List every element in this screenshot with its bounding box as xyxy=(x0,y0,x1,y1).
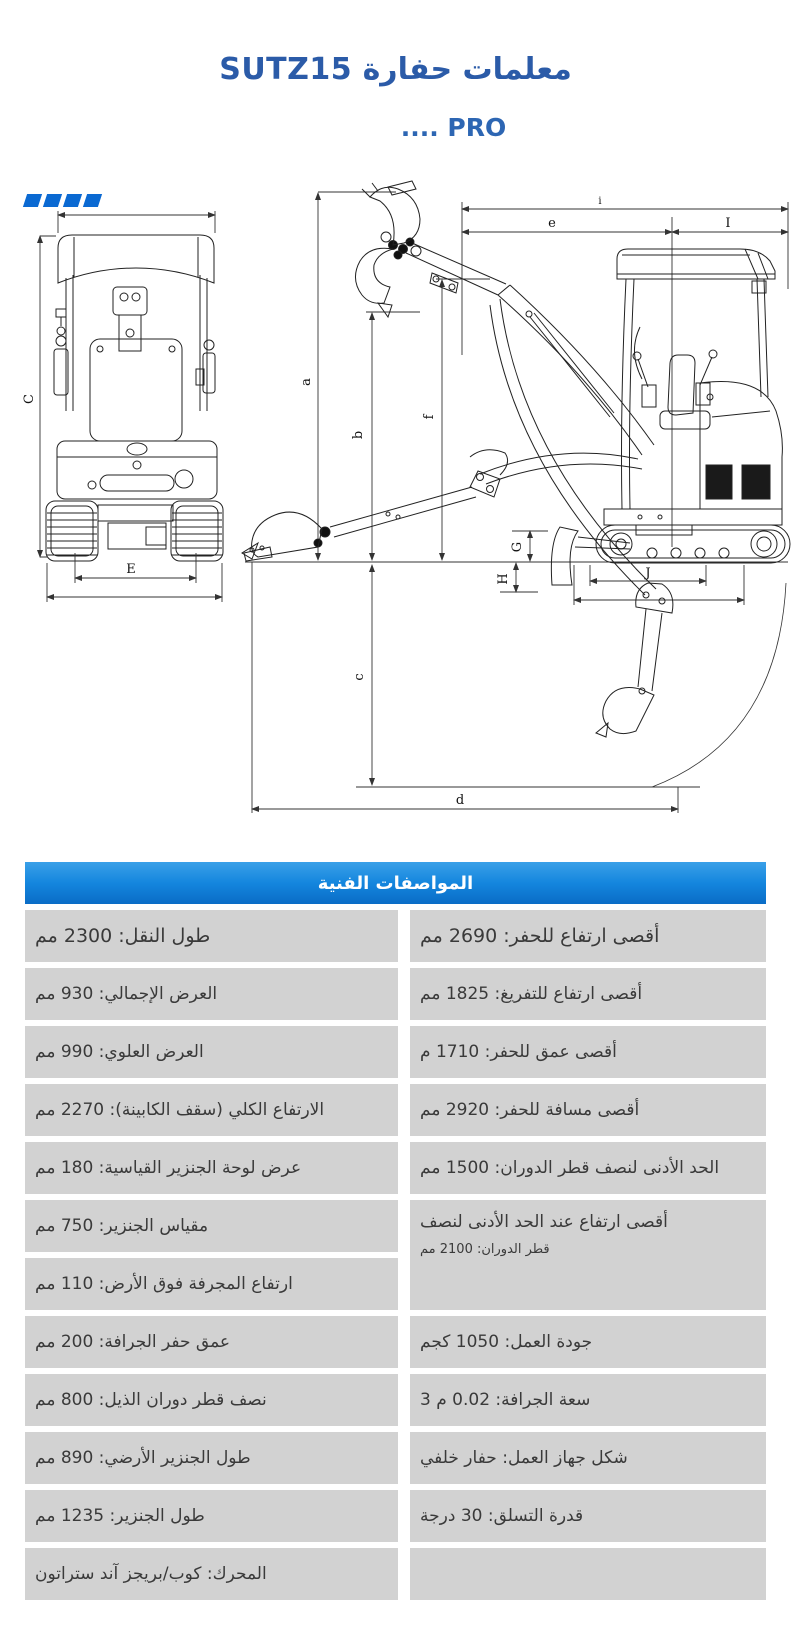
dash-icon xyxy=(63,194,82,207)
spec-cell-track-length: طول الجنزير: 1235 مم xyxy=(25,1490,398,1542)
spec-cell-overall-width: العرض الإجمالي: 930 مم xyxy=(25,968,398,1020)
dash-icon xyxy=(83,194,102,207)
spec-cell-transport-length: طول النقل: 2300 مم xyxy=(25,910,398,962)
spec-table-grid xyxy=(25,910,766,1600)
decor-dashes xyxy=(25,194,100,207)
spec-cell-max-dig-reach: أقصى مسافة للحفر: 2920 مم xyxy=(410,1084,766,1136)
spec-cell-tail-swing-radius: نصف قطر دوران الذيل: 800 مم xyxy=(25,1374,398,1426)
dash-icon xyxy=(23,194,42,207)
dash-icon xyxy=(43,194,62,207)
spec-cell-bucket-capacity: سعة الجرافة: 0.02 م 3 xyxy=(410,1374,766,1426)
rear-view-drawing xyxy=(46,235,223,561)
dim-label-b: b xyxy=(351,430,366,440)
spec-cell-operating-weight: جودة العمل: 1050 كجم xyxy=(410,1316,766,1368)
spec-cell-max-dump-height: أقصى ارتفاع للتفريغ: 1825 مم xyxy=(410,968,766,1020)
rear-view-dimensions xyxy=(40,211,222,602)
spec-cell-empty xyxy=(410,1548,766,1600)
dim-label-a: a xyxy=(299,378,314,386)
dim-label-i: i xyxy=(598,196,602,207)
spec-cell-min-swing-radius: الحد الأدنى لنصف قطر الدوران: 1500 مم xyxy=(410,1142,766,1194)
spec-cell-overall-height: الارتفاع الكلي (سقف الكابينة): 2270 مم xyxy=(25,1084,398,1136)
spec-cell-gradeability: قدرة التسلق: 30 درجة xyxy=(410,1490,766,1542)
spec-cell-upper-width: العرض العلوي: 990 مم xyxy=(25,1026,398,1078)
dim-label-C: C xyxy=(22,394,37,404)
spec-diagram xyxy=(0,172,791,822)
side-view-drawing xyxy=(242,181,790,737)
spec-cell-max-dig-depth: أقصى عمق للحفر: 1710 م xyxy=(410,1026,766,1078)
spec-cell-track-plate-width: عرض لوحة الجنزير القياسية: 180 مم xyxy=(25,1142,398,1194)
spec-cell-max-height-min-radius: أقصى ارتفاع عند الحد الأدنى لنصف قطر الدوران: 2100 مم xyxy=(410,1200,766,1310)
dim-label-E: E xyxy=(126,562,136,577)
dim-label-f: f xyxy=(422,414,437,420)
dim-label-e: e xyxy=(548,216,556,231)
spec-cell-blade-height: ارتفاع المجرفة فوق الأرض: 110 مم xyxy=(25,1258,398,1310)
spec-cell-blade-dig-depth: عمق حفر الجرافة: 200 مم xyxy=(25,1316,398,1368)
spec-cell-track-gauge: مقياس الجنزير: 750 مم xyxy=(25,1200,398,1252)
spec-cell-work-device-type: شكل جهاز العمل: حفار خلفي xyxy=(410,1432,766,1484)
dim-label-I-cap: I xyxy=(725,216,731,231)
dim-label-d: d xyxy=(455,793,465,808)
spec-table xyxy=(25,862,766,1600)
page-subtitle: .... PRO xyxy=(400,113,507,142)
side-view-dimensions xyxy=(245,192,788,813)
dim-label-G: G xyxy=(510,541,525,553)
dim-label-H: H xyxy=(496,573,511,585)
page-title: معلمات حفارة SUTZ15 xyxy=(219,52,572,87)
spec-table-header: المواصفات الفنية xyxy=(25,862,766,904)
spec-cell-engine: المحرك: كوب/بريجز آند ستراتون xyxy=(25,1548,398,1600)
spec-cell-max-dig-height: أقصى ارتفاع للحفر: 2690 مم xyxy=(410,910,766,962)
spec-cell-track-ground-length: طول الجنزير الأرضي: 890 مم xyxy=(25,1432,398,1484)
dim-label-c: c xyxy=(352,673,367,681)
dim-label-J: J xyxy=(645,566,651,581)
